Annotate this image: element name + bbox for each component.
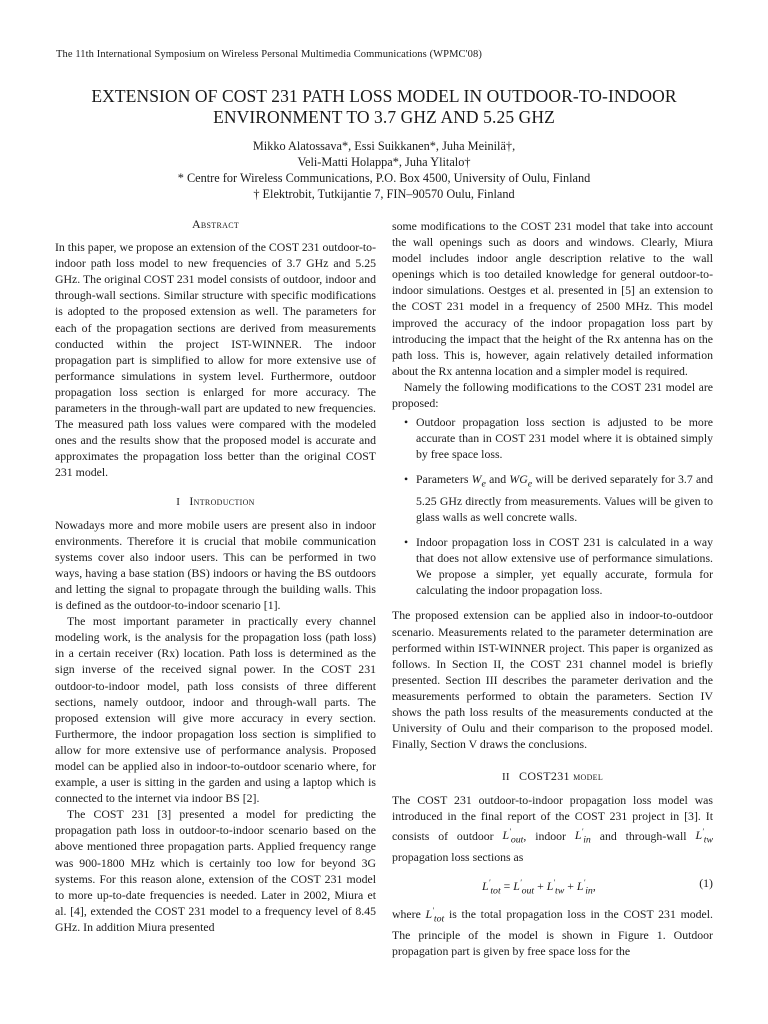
equation-number: (1) [699, 876, 713, 891]
intro-paragraph-5: Namely the following modifications to the COST 231 model are proposed: [392, 379, 713, 411]
affiliation-1: * Centre for Wireless Communications, P.O. Box 4500, University of Oulu, Finland [177, 171, 591, 185]
abstract-text: In this paper, we propose an extension of the COST 231 outdoor-to-indoor path loss model to new frequencies of 3.7 GHz and 5.25 GHz. The original COST 231 model consists of outdoor, indoor and through-wall sections. Similar structure with specific modifications is adopted to the proposed extension as well. The parameters for each of the propagation sections are derived from measurements conducted within the project IST-WINNER. The indoor propagation part is simplified to allow for more extensive use of performance simulations in system level. Furthermore, outdoor propagation loss section is enlarged for more accuracy. The parameters in the through-wall part are updated to new frequencies. The measured path loss values were compared with the modeled ones and the results show that the proposed model is accurate and approximates the propagation loss better than the original COST 231 model. [55, 240, 376, 480]
intro-paragraph-1: Nowadays more and more mobile users are present also in indoor environments. Therefore it is crucial that mobile communication systems cover also indoor users. This can be performed in two ways, having a base station (BS) indoors or having the BS outdoors and letting the signal to propagate through the building walls. This is defined as the outdoor-to-indoor scenario [1]. [55, 517, 376, 613]
title-line-2: ENVIRONMENT TO 3.7 GHZ AND 5.25 GHZ [213, 107, 555, 127]
conference-header: The 11th International Symposium on Wireless Personal Multimedia Communications (WPMC'08) [56, 49, 482, 60]
intro-paragraph-2: The most important parameter in practically every channel modeling work, is the analysis for the propagation loss (path loss) in a certain receiver (Rx) location. Path loss is determined as the sign inverse of the received signal power. In the COST 231 outdoor-to-indoor model, path loss consists of three different sections, namely outdoor, indoor and through-wall parts. The proposed extension will give more accuracy in every section. Furthermore, the indoor propagation loss section is simplified to allow for more extensive use of performance analysis. Proposed model can be applied also in indoor-to-outdoor scenario where, for example, a user is sitting in the garden and using a laptop which is connected to the internet via indoor BS [2]. [55, 614, 376, 806]
paper-title [40, 86, 728, 128]
intro-heading-title: Introduction [189, 493, 255, 508]
section2-heading-number: II [501, 771, 510, 784]
section2-heading [392, 768, 713, 785]
author-block [60, 138, 708, 202]
section2-paragraph-1: The COST 231 outdoor-to-indoor propagation loss model was introduced in the final report of the COST 231 project in [3]. It consists of outdoor $L'_{out}$, indoor $L'_{in}$ and through-wall $L'_{tw}$ propagation loss sections as [392, 793, 714, 864]
authors-line-2: Veli-Matti Holappa*, Juha Ylitalo† [297, 155, 471, 169]
bullet-icon: • [404, 535, 409, 550]
right-column [392, 218, 713, 960]
intro-paragraph-4: some modifications to the COST 231 model that take into account the wall openings such as doors and windows. Clearly, Miura model includes indoor angle description relative to the wall openings which is too detailed knowledge for general outdoor-to-indoor simulations. Oestges et al. presented in [5] an extension to the COST 231 model in a frequency of 2500 MHz. This model improved the accuracy of the indoor propagation loss part by introducing the impact that the height of the Rx antenna has on the path loss. This is, however, again relatively detailed information about the Rx antenna location and a simpler model is required. [392, 219, 713, 378]
list-item: • Parameters $W_e$ and $WG_e$ will be derived separately for 3.7 and 5.25 GHz directly from measurements. Values will be given to glass walls as well concrete walls. [404, 472, 714, 524]
list-item: • Indoor propagation loss in COST 231 is calculated in a way that does not allow extensive use of performance simulations. We propose a simpler, yet equally accurate, formula for calculating the indoor propagation loss. [404, 535, 713, 598]
modification-list [392, 414, 713, 598]
equation-1 [392, 871, 713, 899]
intro-heading-number: I [176, 495, 181, 508]
equation-formula: $L'_{tot} = L'_{out} + L'_{tw} + L'_{in}$, [482, 878, 596, 897]
left-column [55, 216, 376, 935]
intro-paragraph-3: The COST 231 [3] presented a model for predicting the propagation path loss in outdoor-to-indoor scenario based on the above mentioned three propagation parts. Applied frequency range was 900-1800 MHz which is certainly too low for beyond 3G systems. For this reason alone, extension of the COST 231 model to more up-to-date frequencies is needed. Later in 2002, Miura et al. [4], extended the COST 231 model to a frequency level of 8.45 GHz. In addition Miura presented [55, 807, 376, 934]
section2-paragraph-2: where $L'_{tot}$ is the total propagation loss in the COST 231 model. The principle of the model is shown in Figure 1. Outdoor propagation part is given by free space loss for the [392, 906, 714, 959]
abstract-heading: Abstract [191, 217, 240, 231]
bullet-icon: • [404, 415, 409, 430]
bullet-icon: • [404, 472, 409, 487]
intro-paragraph-6: The proposed extension can be applied also in indoor-to-outdoor scenario. Measurements related to the parameter determination are performed within IST-WINNER project. This paper is organized as follows. In Section II, the COST 231 channel model is briefly presented. Section III describes the parameter derivation and the measurements performed to obtain the parameters. Section IV shows the path loss results of the measurements conducted at the University of Oulu and their comparison to the proposed model. Finally, Section V draws the conclusions. [392, 608, 713, 752]
authors-line-1: Mikko Alatossava*, Essi Suikkanen*, Juha Meinilä†, [252, 139, 516, 153]
affiliation-2: † Elektrobit, Tutkijantie 7, FIN–90570 Oulu, Finland [253, 187, 515, 201]
list-item: • Outdoor propagation loss section is adjusted to be more accurate than in COST 231 model where it is obtained simply by free space loss. [404, 415, 713, 462]
section2-heading-title: COST231 model [519, 769, 604, 784]
title-line-1: EXTENSION OF COST 231 PATH LOSS MODEL IN OUTDOOR-TO-INDOOR [91, 86, 677, 106]
intro-heading [55, 493, 376, 510]
